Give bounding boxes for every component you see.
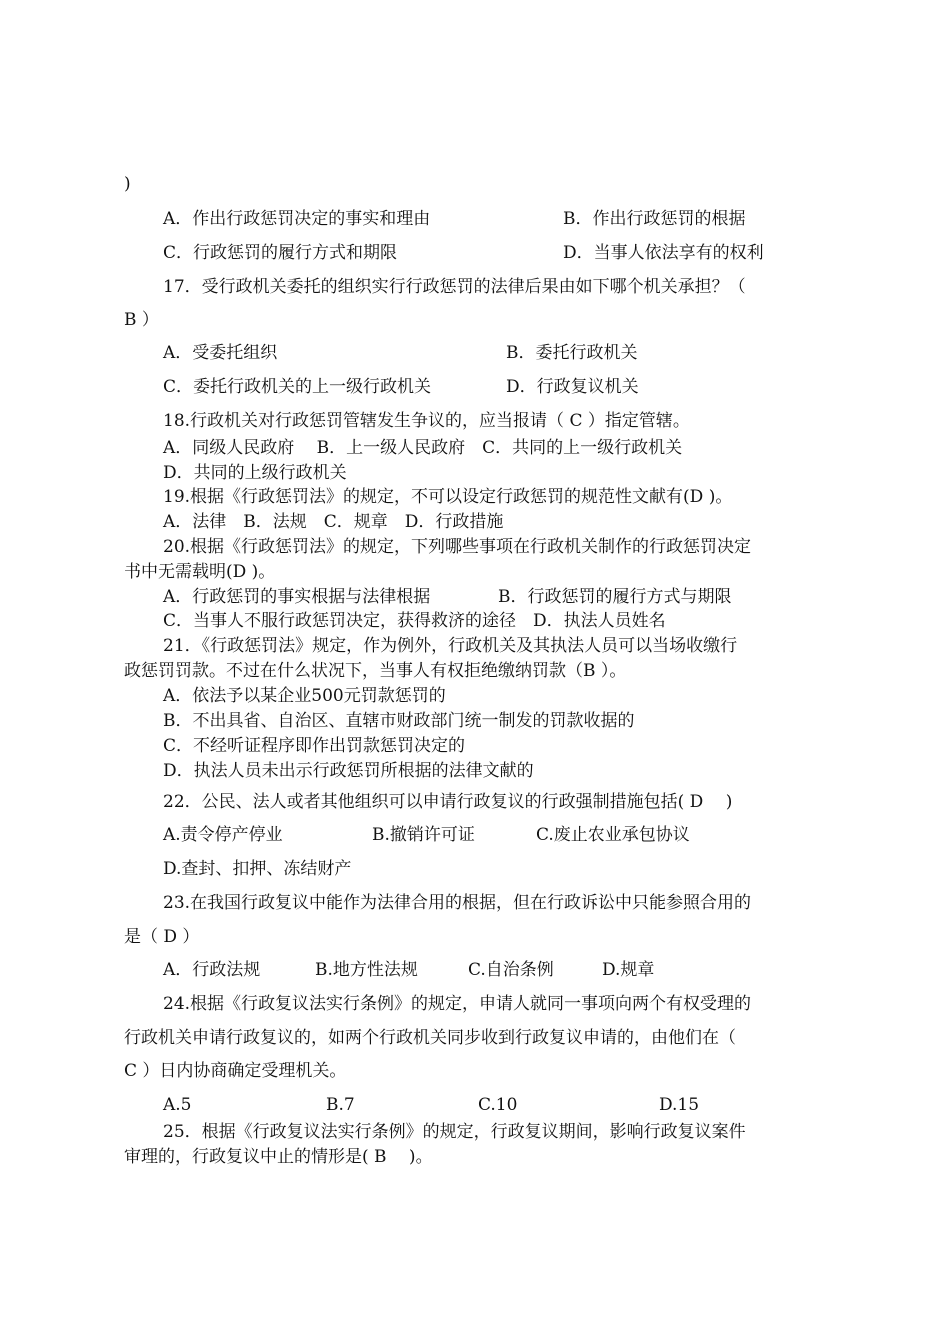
- option-c: C.自治条例: [468, 960, 554, 980]
- text-line: ): [124, 174, 131, 194]
- option-b: B．委托行政机关: [506, 343, 638, 363]
- text-line: 行政机关申请行政复议的，如两个行政机关同步收到行政复议申请的，由他们在（: [124, 1028, 736, 1048]
- options-line: C．当事人不服行政惩罚决定，获得救济的途径 D．执法人员姓名: [163, 611, 666, 631]
- question-20: 20.根据《行政惩罚法》的规定，下列哪些事项在行政机关制作的行政惩罚决定: [163, 537, 752, 557]
- option-d: D.查封、扣押、冻结财产: [163, 859, 352, 879]
- option-c: C．行政惩罚的履行方式和期限: [163, 243, 398, 263]
- option-b: B.7: [326, 1095, 355, 1115]
- text-line: C ）日内协商确定受理机关。: [124, 1061, 347, 1081]
- text-line: 是（ D ）: [124, 927, 200, 947]
- question-24: 24.根据《行政复议法实行条例》的规定，申请人就同一事项向两个有权受理的: [163, 994, 752, 1014]
- option-b: B.地方性法规: [315, 960, 418, 980]
- option-a: A．依法予以某企业500元罚款惩罚的: [163, 686, 446, 706]
- option-b: B．行政惩罚的履行方式与期限: [498, 587, 732, 607]
- option-a: A．行政惩罚的事实根据与法律根据: [163, 587, 431, 607]
- option-d: D.规章: [602, 960, 655, 980]
- question-23: 23.在我国行政复议中能作为法律合用的根据，但在行政诉讼中只能参照合用的: [163, 893, 752, 913]
- option-c: C.废止农业承包协议: [536, 825, 690, 845]
- options-line: A．同级人民政府 B．上一级人民政府 C．共同的上一级行政机关: [163, 438, 683, 458]
- option-a: A.责令停产停业: [163, 825, 283, 845]
- question-21: 21．《行政惩罚法》规定，作为例外，行政机关及其执法人员可以当场收缴行: [163, 636, 738, 656]
- question-22: 22．公民、法人或者其他组织可以申请行政复议的行政强制措施包括( D ): [163, 792, 733, 812]
- question-17: 17．受行政机关委托的组织实行行政惩罚的法律后果由如下哪个机关承担？（: [163, 277, 746, 297]
- option-a: A.5: [163, 1095, 192, 1115]
- option-a: A．行政法规: [163, 960, 261, 980]
- option-d: D．当事人依法享有的权利: [563, 243, 764, 263]
- option-c: C．不经听证程序即作出罚款惩罚决定的: [163, 736, 466, 756]
- question-18: 18.行政机关对行政惩罚管辖发生争议的，应当报请（ C ）指定管辖。: [163, 411, 690, 431]
- option-a: A．受委托组织: [163, 343, 278, 363]
- option-d: D．共同的上级行政机关: [163, 463, 347, 483]
- option-b: B.撤销许可证: [372, 825, 475, 845]
- question-19: 19.根据《行政惩罚法》的规定，不可以设定行政惩罚的规范性文献有(D )。: [163, 487, 733, 507]
- options-line: A．法律 B．法规 C．规章 D．行政措施: [163, 512, 504, 532]
- option-d: D．执法人员未出示行政惩罚所根据的法律文献的: [163, 761, 534, 781]
- option-c: C．委托行政机关的上一级行政机关: [163, 377, 432, 397]
- option-a: A．作出行政惩罚决定的事实和理由: [163, 209, 431, 229]
- text-line: 审理的，行政复议中止的情形是( B )。: [124, 1147, 433, 1167]
- option-d: D.15: [659, 1095, 700, 1115]
- option-b: B．不出具省、自治区、直辖市财政部门统一制发的罚款收据的: [163, 711, 635, 731]
- option-b: B．作出行政惩罚的根据: [563, 209, 746, 229]
- option-d: D．行政复议机关: [506, 377, 639, 397]
- text-line: 政惩罚罚款。不过在什么状况下，当事人有权拒绝缴纳罚款（B ）。: [124, 661, 627, 681]
- option-c: C.10: [478, 1095, 518, 1115]
- question-25: 25．根据《行政复议法实行条例》的规定，行政复议期间，影响行政复议案件: [163, 1122, 746, 1142]
- text-line: 书中无需载明(D )。: [124, 562, 276, 582]
- text-line: B ）: [124, 310, 159, 330]
